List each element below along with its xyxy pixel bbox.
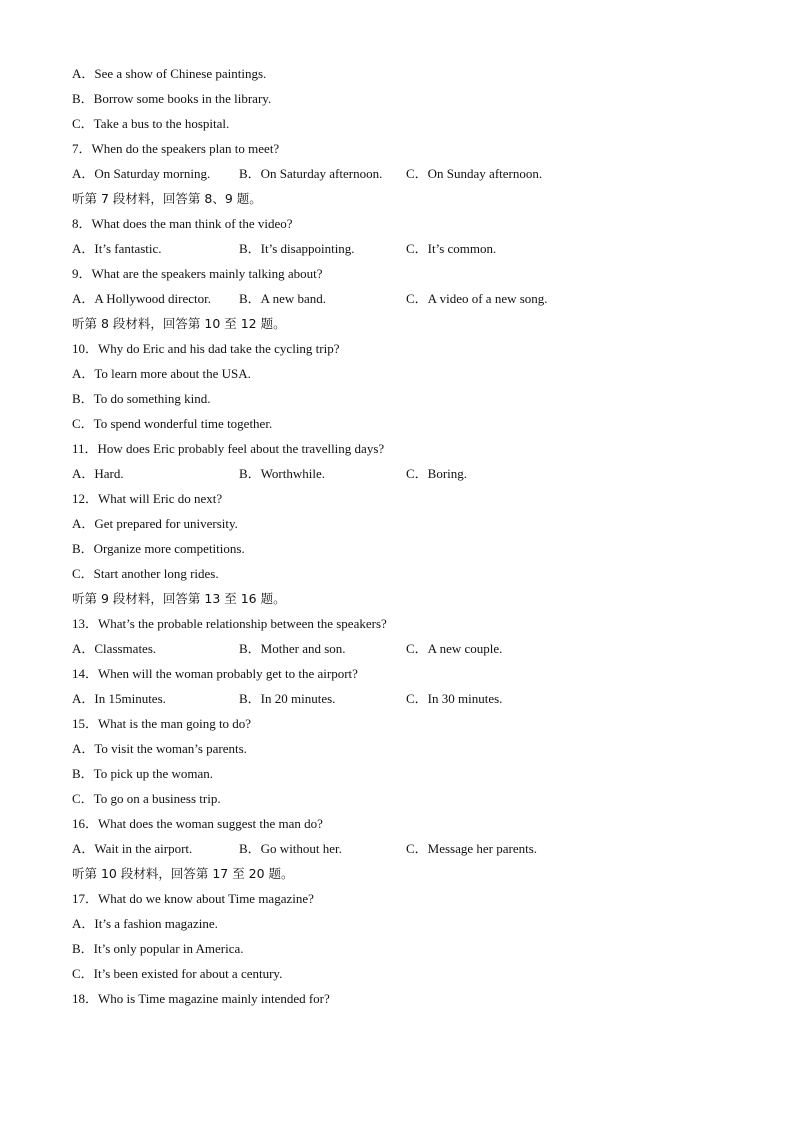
answer-options-row <box>72 236 722 261</box>
answer-options-row <box>72 461 722 486</box>
question <box>72 986 722 1011</box>
option-a: A．It’s fantastic. <box>72 241 162 256</box>
option-a: A．On Saturday morning. <box>72 166 211 181</box>
question <box>72 211 722 236</box>
section-instruction-text: 听第 9 段材料，回答第 13 至 16 题。 <box>72 591 286 606</box>
question <box>72 811 722 836</box>
question-text: 17．What do we know about Time magazine? <box>72 891 314 906</box>
question-text: 8．What does the man think of the video? <box>72 216 293 231</box>
answer-option-text: C．It’s been existed for about a century. <box>72 966 283 981</box>
option-b: B．In 20 minutes. <box>239 691 336 706</box>
option-b: B．Worthwhile. <box>239 466 325 481</box>
question-text: 11．How does Eric probably feel about the travelling days? <box>72 441 385 456</box>
question-text: 9．What are the speakers mainly talking about? <box>72 266 323 281</box>
answer-option-text: C．Start another long rides. <box>72 566 219 581</box>
section-instruction-text: 听第 8 段材料，回答第 10 至 12 题。 <box>72 316 286 331</box>
option-c: C．In 30 minutes. <box>406 691 503 706</box>
option-a: A．Classmates. <box>72 641 157 656</box>
answer-option-text: A．To visit the woman’s parents. <box>72 741 247 756</box>
answer-option-text: B．It’s only popular in America. <box>72 941 244 956</box>
answer-option <box>72 736 722 761</box>
option-a: A．A Hollywood director. <box>72 291 212 306</box>
option-c: C．Message her parents. <box>406 841 538 856</box>
answer-options-row <box>72 836 722 861</box>
answer-options-row <box>72 686 722 711</box>
answer-option <box>72 411 722 436</box>
answer-option-text: A．Get prepared for university. <box>72 516 238 531</box>
answer-option-text: A．It’s a fashion magazine. <box>72 916 218 931</box>
option-b: B．A new band. <box>239 291 327 306</box>
answer-option <box>72 761 722 786</box>
question <box>72 711 722 736</box>
answer-option-text: C．To spend wonderful time together. <box>72 416 273 431</box>
option-c: C．A new couple. <box>406 641 503 656</box>
answer-option <box>72 786 722 811</box>
option-c: C．Boring. <box>406 466 468 481</box>
question <box>72 436 722 461</box>
option-b: B．It’s disappointing. <box>239 241 355 256</box>
answer-option-text: C．Take a bus to the hospital. <box>72 116 230 131</box>
option-c: C．On Sunday afternoon. <box>406 166 543 181</box>
answer-option <box>72 86 722 111</box>
answer-option <box>72 561 722 586</box>
answer-option-text: A．See a show of Chinese paintings. <box>72 66 267 81</box>
question-text: 10．Why do Eric and his dad take the cycling trip? <box>72 341 340 356</box>
question-text: 12．What will Eric do next? <box>72 491 223 506</box>
document-page <box>72 61 722 1011</box>
option-a: A．Hard. <box>72 466 124 481</box>
question <box>72 136 722 161</box>
answer-option <box>72 511 722 536</box>
option-b: B．Mother and son. <box>239 641 346 656</box>
question <box>72 611 722 636</box>
question <box>72 261 722 286</box>
section-instruction <box>72 861 722 886</box>
option-c: C．It’s common. <box>406 241 497 256</box>
question-text: 7．When do the speakers plan to meet? <box>72 141 280 156</box>
question-text: 13．What’s the probable relationship between the speakers? <box>72 616 387 631</box>
answer-options-row <box>72 286 722 311</box>
answer-option-text: B．To pick up the woman. <box>72 766 213 781</box>
section-instruction-text: 听第 7 段材料，回答第 8、9 题。 <box>72 191 262 206</box>
question-text: 15．What is the man going to do? <box>72 716 252 731</box>
answer-option <box>72 536 722 561</box>
section-instruction <box>72 186 722 211</box>
answer-option <box>72 386 722 411</box>
answer-option <box>72 936 722 961</box>
question <box>72 886 722 911</box>
answer-option <box>72 961 722 986</box>
answer-option-text: A．To learn more about the USA. <box>72 366 251 381</box>
answer-option <box>72 61 722 86</box>
question-text: 18．Who is Time magazine mainly intended for? <box>72 991 330 1006</box>
option-b: B．Go without her. <box>239 841 342 856</box>
answer-options-row <box>72 636 722 661</box>
question-text: 14．When will the woman probably get to the airport? <box>72 666 358 681</box>
question <box>72 661 722 686</box>
question <box>72 336 722 361</box>
answer-option <box>72 361 722 386</box>
option-a: A．Wait in the airport. <box>72 841 193 856</box>
option-c: C．A video of a new song. <box>406 291 548 306</box>
answer-option <box>72 911 722 936</box>
answer-option <box>72 111 722 136</box>
question <box>72 486 722 511</box>
option-b: B．On Saturday afternoon. <box>239 166 383 181</box>
answer-option-text: B．To do something kind. <box>72 391 211 406</box>
section-instruction <box>72 586 722 611</box>
question-text: 16．What does the woman suggest the man do? <box>72 816 323 831</box>
section-instruction <box>72 311 722 336</box>
answer-option-text: C．To go on a business trip. <box>72 791 221 806</box>
option-a: A．In 15minutes. <box>72 691 166 706</box>
answer-options-row <box>72 161 722 186</box>
section-instruction-text: 听第 10 段材料，回答第 17 至 20 题。 <box>72 866 294 881</box>
answer-option-text: B．Organize more competitions. <box>72 541 245 556</box>
answer-option-text: B．Borrow some books in the library. <box>72 91 272 106</box>
